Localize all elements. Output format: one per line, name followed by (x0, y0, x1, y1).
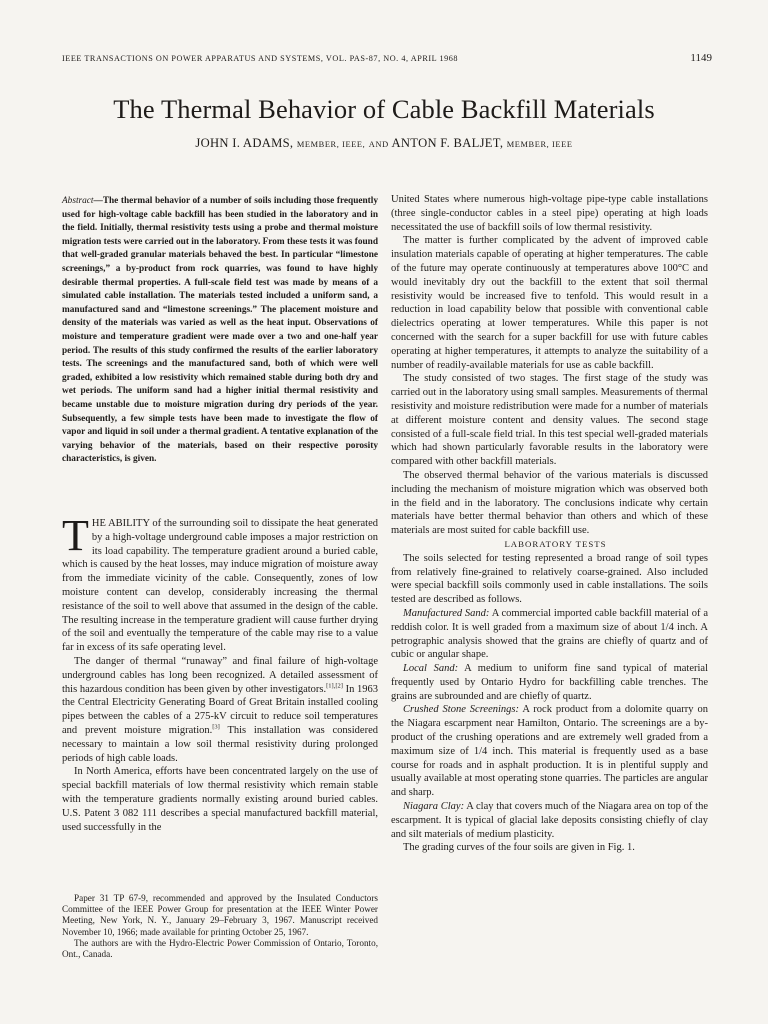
paragraph-text: A medium to uniform fine sand typical of material frequently used by Ontario Hydro for backfilling cable trenches. The grains are subrounded and are chiefly of quartz. (391, 663, 708, 702)
citation-ref: [1],[2] (326, 682, 343, 690)
footnote (62, 893, 378, 960)
paper-title: The Thermal Behavior of Cable Backfill Materials (113, 94, 655, 124)
paragraph (391, 800, 708, 841)
section-heading: LABORATORY TESTS (504, 538, 607, 549)
abstract-label: Abstract (62, 196, 94, 206)
introduction (62, 511, 378, 834)
paragraph: The soils selected for testing represented a broad range of soil types from relatively fine-grained to relatively coarse-grained. Also included were special backfill soils commonly used in cable installations. The soils tested are described as follows. (391, 552, 708, 606)
paragraph: The study consisted of two stages. The first stage of the study was carried out in the laboratory using small samples. Measurements of thermal resistivity and moisture redistribution were made for a number of materials at different moisture content and density values. The second stage consisted of a full-scale field trial. In this test special well-graded materials which had shown particularly favorable results in the laboratory were compared with other backfill materials. (391, 373, 708, 468)
term-label: Local Sand: (403, 663, 459, 675)
paragraph (391, 662, 708, 703)
paragraph (391, 703, 708, 800)
paragraph-text: A clay that covers much of the Niagara area on top of the escarpment. It is typical of glacial lake deposits consisting chiefly of clay and silt materials of medium plasticity. (391, 801, 708, 840)
paragraph: In North America, efforts have been concentrated largely on the use of special backfill materials of low thermal resistivity which remain stable with the temperature gradients normally existing around buried cables. U.S. Patent 3 082 111 describes a special manufactured backfill material, used successfully in the (62, 766, 378, 833)
author-affiliation: MEMBER, IEEE, (296, 140, 366, 149)
paragraph (391, 607, 708, 662)
abstract (62, 195, 378, 467)
paragraph-text: of the surrounding soil to dissipate the heat generated by a high-voltage underground cable imposes a major restriction on its load capability. The temperature gradient around a buried cable, which is caused by the heat losses, may induce migration of moisture away from the immediate vicinity of the cable. Consequently, zones of low moisture content can develop, considerably increasing the thermal resistance of the soil to well above that assumed in the design of the cable. The resulting increase in the temperature gradient will cause further drying of the soil and eventually the temperature of the cable may rise to a value far in excess of its safe operating level. (62, 518, 378, 654)
abstract-text: —The thermal behavior of a number of soils including those frequently used for high-voltage cable backfill has been studied in the laboratory and in the field. Initially, thermal resistivity tests using a probe and thermal moisture migration tests were carried out in the laboratory. From these tests it was found that well-graded granular materials behaved the best. In particular “limestone screenings,” a by-product from rock quarries, was found to have highly desirable thermal properties. A full-scale field test was made by means of a simulated cable installation. The materials tested included a uniform sand, a manufactured sand and “limestone screenings.” The placement moisture and density of the materials was varied as well as the heat input. Observations of moisture and temperature gradient were made over a two and one-half year period. The results of this study confirmed the results of the earlier laboratory tests. The screenings and the manufactured sand, both of which were well graded, exhibited a low resistivity which remained stable during both dry and wet periods. The uniform sand had a higher initial thermal resistivity and became unstable due to moisture migration during dry periods of the year. Subsequently, a few simple tests have been made to investigate the flow of vapor and liquid in soil under a thermal gradient. A tentative explanation of the varying behavior of the materials, based on their respective porosity characteristics, is given. (62, 196, 378, 465)
term-label: Crushed Stone Screenings: (403, 704, 519, 716)
paragraph: United States where numerous high-voltage pipe-type cable installations (three single-conductor cables in a steel pipe) operating at high loads necessitated the use of backfill soils of low thermal resistivity. (391, 194, 708, 233)
author-name: ANTON F. BALJET, (391, 136, 504, 150)
paragraph-text: The danger of thermal “runaway” and final failure of high-voltage underground cables has long been recognized. A detailed assessment of this hazardous condition has been given by other investigators. (62, 655, 378, 695)
footnote-paragraph: The authors are with the Hydro-Electric Power Commission of Ontario, Toronto, Ont., Canada. (62, 937, 378, 960)
citation-ref: [3] (212, 723, 220, 731)
term-label: Niagara Clay: (403, 801, 465, 813)
paragraph: The matter is further complicated by the advent of improved cable insulation materials capable of operating at higher temperatures. The cable of the future may operate continuously at temperatures above 100°C and would inevitably dry out the backfill to the extent that soil thermal resistivity would be increased five to tenfold. This would result in a reduction in load capability below that possible with conventional cable dielectrics operating at lower temperatures. While this paper is not concerned with the search for a super backfill for use with future cables operating at higher temperatures, it attempts to analyze the suitability of a number of readily-available materials for use as cable backfill. (391, 235, 708, 371)
paragraph: The observed thermal behavior of the various materials is discussed including the mechanism of moisture migration which was observed both in the field and in the laboratory. The conclusions indicate why certain materials have better thermal behavior than others and which of these materials are most suited for cable backfill use. (391, 469, 708, 537)
paragraph-text: In 1963 the Central Electricity Generating Board of Great Britain installed cooling pipes between the cables of a 275-kV circuit to reduce soil temperatures and prevent moisture migration. (62, 683, 378, 736)
author-line (0, 136, 768, 151)
paragraph-text: This installation was considered necessary to maintain a low soil thermal resistivity during prolonged periods of high cable loads. (62, 724, 378, 764)
footnote-paragraph: Paper 31 TP 67-9, recommended and approved by the Insulated Conductors Committee of the IEEE Power Group for presentation at the IEEE Winter Power Meeting, New York, N. Y., January 29–February 3, 1967. Manuscript received November 10, 1966; made available for printing October 25, 1967. (62, 893, 378, 937)
term-label: Manufactured Sand: (403, 607, 490, 619)
drop-cap: T (62, 511, 89, 560)
journal-citation: IEEE TRANSACTIONS ON POWER APPARATUS AND SYSTEMS, VOL. PAS-87, NO. 4, APRIL 1968 (62, 54, 459, 63)
paragraph (62, 511, 378, 655)
paragraph (62, 655, 378, 765)
author-name: JOHN I. ADAMS, (195, 136, 294, 150)
paragraph-text: A rock product from a dolomite quarry on the Niagara escarpment near Hamilton, Ontario. The screenings are a by-product of the crushing operations and are extremely well graded from a maximum size of 1/4 inch. This material is frequently used as a base course for roads and in asphalt production. It is in plentiful supply and usually available at most operating stone quarries. The particles are angular and sharp. (391, 704, 708, 799)
paragraph: The grading curves of the four soils are given in Fig. 1. (403, 842, 635, 854)
right-column (391, 193, 708, 855)
page-number: 1149 (690, 52, 712, 64)
paragraph-text: A commercial imported cable backfill material of a reddish color. It is well graded from a maximum size of about 1/4 inch. A petrographic analysis showed that the grains are chiefly of quartz and of cubic or angular shape. (391, 607, 708, 661)
lead-in: HE ABILITY (91, 518, 150, 529)
running-head (62, 52, 712, 66)
author-affiliation: MEMBER, IEEE (506, 140, 573, 149)
author-conjunction: AND (368, 140, 389, 149)
